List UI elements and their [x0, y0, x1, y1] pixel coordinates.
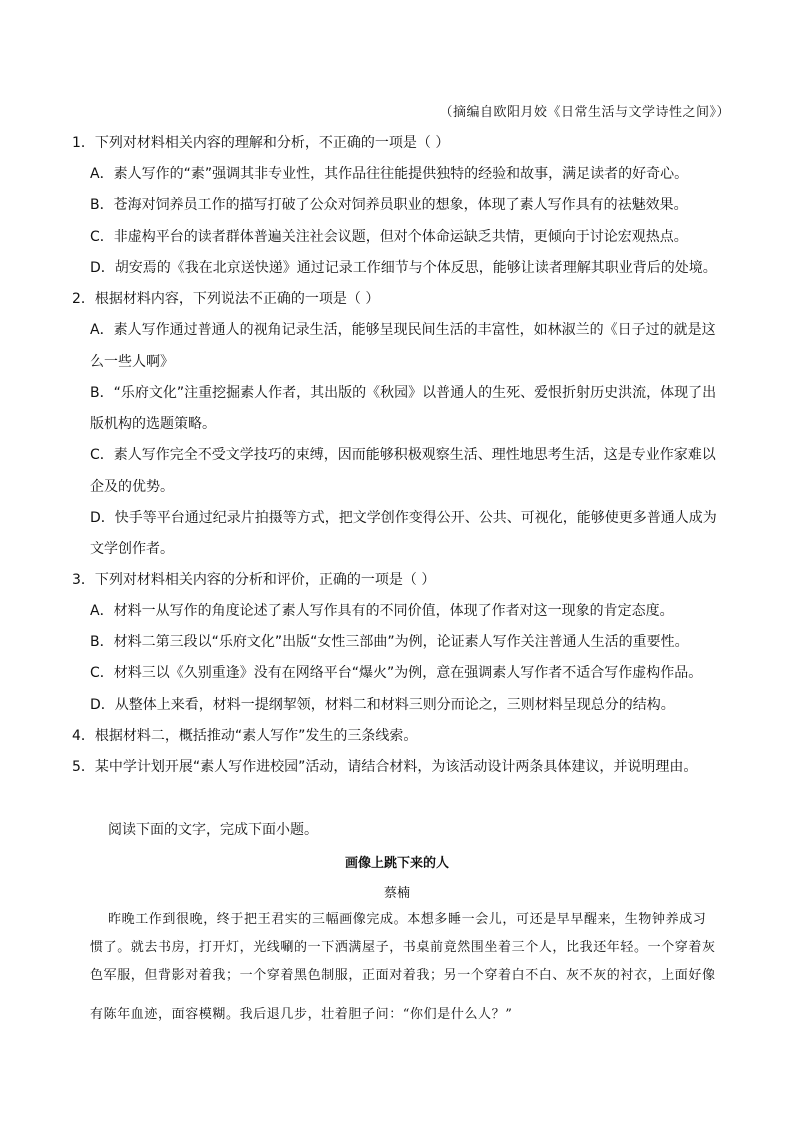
question-4-stem: 4．根据材料二，概括推动“素人写作”发生的三条线索。: [72, 728, 418, 744]
question-2-option-b: B．“乐府文化”注重挖掘素人作者，其出版的《秋园》以普通人的生死、爱恨折射历史洪流，体现了出: [90, 385, 717, 401]
question-3-stem: 3．下列对材料相关内容的分析和评价，正确的一项是（ ）: [72, 572, 436, 588]
story-line: 昨晚工作到很晚，终于把王君实的三幅画像完成。本想多睡一会儿，可还是早早醒来，生物钟养成习: [108, 912, 707, 927]
question-1-option-c: C．非虚构平台的读者群体普遍关注社会议题，但对个体命运缺乏共情，更倾向于讨论宏观热点。: [90, 229, 688, 245]
question-1-option-d: D．胡安焉的《我在北京送快递》通过记录工作细节与个体反思，能够让读者理解其职业背后的处境。: [90, 260, 717, 276]
question-3-option-b: B．材料二第三段以“乐府文化”出版“女性三部曲”为例，论证素人写作关注普通人生活的重要性。: [90, 634, 689, 650]
question-2-stem: 2．根据材料内容，下列说法不正确的一项是（ ）: [72, 291, 380, 307]
question-2-option-a-cont: 么一些人啊》: [90, 354, 174, 370]
question-1-option-a: A．素人写作的“素”强调其非专业性，其作品往往能提供独特的经验和故事，满足读者的好奇心。: [90, 166, 689, 182]
story-line: 有陈年血迹，面容模糊。我后退几步，壮着胆子问：“你们是什么人？”: [90, 1007, 513, 1022]
question-3-option-c: C．材料三以《久别重逢》没有在网络平台“爆火”为例，意在强调素人写作者不适合写作虚构作品。: [90, 665, 703, 681]
question-2-option-c-cont: 企及的优势。: [90, 479, 174, 495]
question-1-option-b: B．苍海对饲养员工作的描写打破了公众对饲养员职业的想象，体现了素人写作具有的祛魅效果。: [90, 197, 688, 213]
question-2-option-c: C．素人写作完全不受文学技巧的束缚，因而能够积极观察生活、理性地思考生活，这是专业作家难以: [90, 447, 716, 463]
question-3-option-d: D．从整体上来看，材料一提纲挈领，材料二和材料三则分而论之，三则材料呈现总分的结构。: [90, 697, 675, 713]
question-2-option-b-cont: 版机构的选题策略。: [90, 416, 216, 432]
question-3-option-a: A．材料一从写作的角度论述了素人写作具有的不同价值，体现了作者对这一现象的肯定态度。: [90, 603, 674, 619]
question-5-stem: 5．某中学计划开展“素人写作进校园”活动，请结合材料，为该活动设计两条具体建议，并说明理由。: [72, 759, 698, 775]
question-1-stem: 1．下列对材料相关内容的理解和分析，不正确的一项是（ ）: [72, 135, 450, 151]
story-line: 色军服，但背影对着我；一个穿着黑色制服，正面对着我；另一个穿着白不白、灰不灰的衬衣，上面好像: [90, 968, 716, 983]
story-title: 画像上跳下来的人: [344, 856, 449, 871]
question-2-option-a: A．素人写作通过普通人的视角记录生活，能够呈现民间生活的丰富性，如林淑兰的《日子过的就是这: [90, 322, 716, 338]
story-line: 惯了。就去书房，打开灯，光线唰的一下洒满屋子，书桌前竟然围坐着三个人，比我还年轻。一个穿着灰: [90, 940, 716, 955]
source-citation: （摘编自欧阳月姣《日常生活与文学诗性之间》）: [439, 105, 730, 120]
story-author: 蔡楠: [383, 886, 410, 901]
question-2-option-d: D．快手等平台通过纪录片拍摄等方式，把文学创作变得公开、公共、可视化，能够使更多普通人成为: [90, 510, 717, 526]
reading-intro: 阅读下面的文字，完成下面小题。: [108, 822, 318, 838]
question-2-option-d-cont: 文学创作者。: [90, 541, 174, 557]
